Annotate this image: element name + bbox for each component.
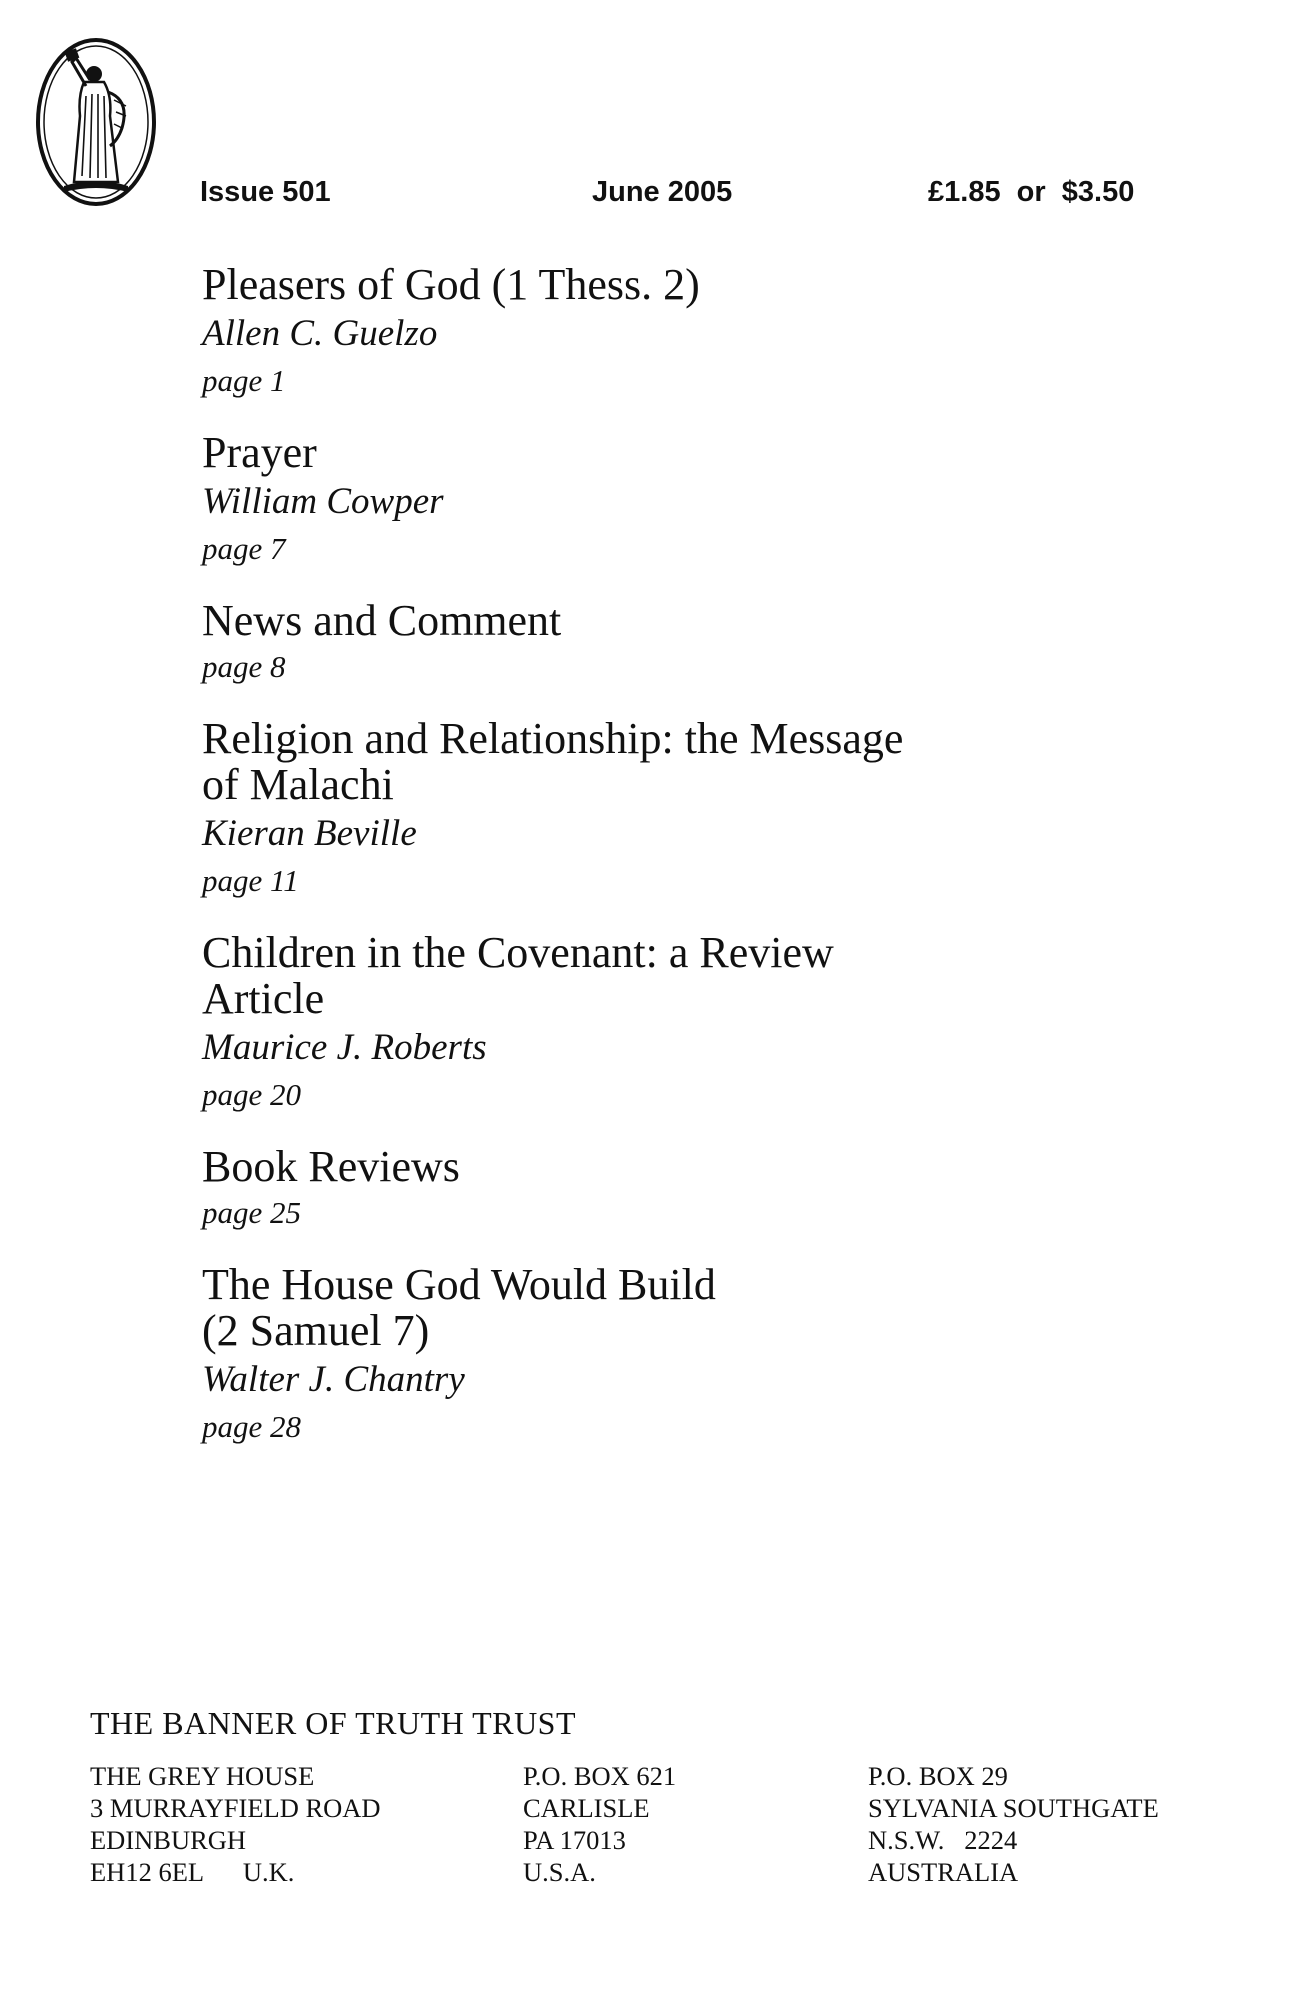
address-line: P.O. BOX 29	[868, 1761, 1008, 1791]
article-author: Allen C. Guelzo	[202, 313, 438, 354]
address-line: 3 MURRAYFIELD ROAD	[90, 1793, 381, 1823]
address-line: EDINBURGH	[90, 1825, 247, 1855]
article-page: page 1	[202, 363, 286, 398]
toc-entry[interactable]	[202, 1262, 1102, 1450]
article-title-line: Children in the Covenant: a Review	[202, 928, 834, 977]
article-page: page 8	[202, 649, 286, 684]
issue-date: June 2005	[592, 176, 733, 208]
toc-entry[interactable]	[202, 930, 1102, 1118]
toc-entry[interactable]	[202, 262, 1102, 404]
address-uk	[90, 1760, 381, 1888]
address-line: U.S.A.	[523, 1857, 596, 1887]
address-line: P.O. BOX 621	[523, 1761, 677, 1791]
address-usa	[523, 1760, 676, 1888]
address-line: AUSTRALIA	[868, 1857, 1019, 1887]
address-australia	[868, 1760, 1159, 1888]
issue-number: Issue 501	[200, 176, 331, 208]
article-page: page 28	[202, 1409, 302, 1444]
article-author: William Cowper	[202, 481, 444, 522]
article-page: page 20	[202, 1077, 302, 1112]
article-title: Book Reviews	[202, 1142, 460, 1191]
issue-price: £1.85 or $3.50	[928, 176, 1135, 208]
address-line: EH12 6EL U.K.	[90, 1857, 295, 1887]
article-title-line: The House God Would Build	[202, 1260, 716, 1309]
article-title: Prayer	[202, 428, 317, 477]
article-title: Pleasers of God (1 Thess. 2)	[202, 260, 700, 309]
address-line: PA 17013	[523, 1825, 626, 1855]
article-title-line: Article	[202, 974, 325, 1023]
article-title-line: Religion and Relationship: the Message	[202, 714, 904, 763]
article-title-line: of Malachi	[202, 760, 394, 809]
address-line: SYLVANIA SOUTHGATE	[868, 1793, 1159, 1823]
article-title: News and Comment	[202, 596, 562, 645]
article-page: page 11	[202, 863, 299, 898]
article-author: Kieran Beville	[202, 813, 417, 854]
toc-entry[interactable]	[202, 716, 1102, 904]
issue-header	[0, 176, 1294, 216]
article-title-line: (2 Samuel 7)	[202, 1306, 430, 1355]
address-line: N.S.W. 2224	[868, 1825, 1018, 1855]
article-page: page 25	[202, 1195, 302, 1230]
toc-entry[interactable]	[202, 1144, 1102, 1236]
article-page: page 7	[202, 531, 286, 566]
toc-entry[interactable]	[202, 598, 1102, 690]
article-author: Walter J. Chantry	[202, 1359, 465, 1400]
publisher-name: THE BANNER OF TRUTH TRUST	[90, 1705, 577, 1741]
article-author: Maurice J. Roberts	[202, 1027, 487, 1068]
address-line: THE GREY HOUSE	[90, 1761, 315, 1791]
toc-entry[interactable]	[202, 430, 1102, 572]
table-of-contents	[202, 262, 1102, 1476]
address-line: CARLISLE	[523, 1793, 650, 1823]
